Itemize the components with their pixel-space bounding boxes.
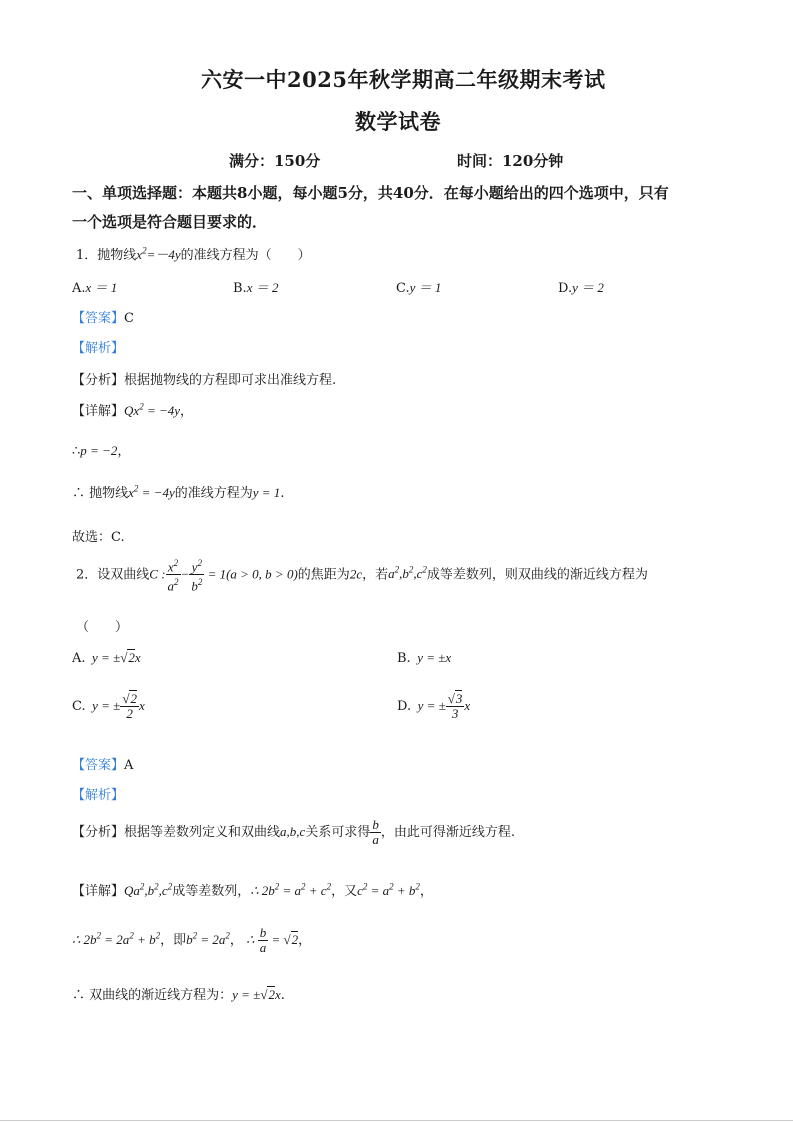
q2-detail-math3: $c^2 = a^2 + b^2$	[357, 881, 420, 898]
q2-detail2-mid: ，即	[160, 933, 187, 948]
q2-stem-pre: 2．设双曲线	[76, 567, 150, 583]
detail-tag: 【详解】	[72, 884, 125, 899]
q1-detail-math4: y = 1	[252, 485, 281, 500]
q1-option-a	[72, 277, 117, 296]
full-score: 满分：150分	[229, 152, 321, 170]
q2-option-d: D. y = ± $\frac{√3}{3}$ x	[397, 691, 471, 721]
q2-option-c: C. y = ± $\frac{√2}{2}$ x	[72, 691, 145, 721]
section-heading-line2: 一个选项是符合题目要求的．	[72, 213, 268, 231]
q1-option-d-label: D.	[558, 281, 573, 296]
q1-option-d	[558, 277, 604, 296]
q2-detail3-pre: ∴ 双曲线的渐近线方程为：	[72, 988, 233, 1003]
q2-fenxi-mid: 关系可求得	[305, 825, 371, 840]
q1-fenxi-text: 根据抛物线的方程即可求出准线方程.	[124, 373, 337, 388]
q1-option-d-math: y ＝ 2	[572, 280, 604, 295]
q2-fenxi-post: ，由此可得渐近线方程.	[380, 825, 515, 840]
page-bottom-border	[0, 1120, 793, 1121]
q2-detail1-mid: 成等差数列，	[172, 884, 251, 899]
q1-detail3-post: .	[280, 486, 285, 501]
q2-stem: 2．设双曲线C : $\frac{x^2}{a^2}$ − $\frac{y^2}{b^2}$ = 1(a > 0, b > 0)的焦距为2c，若$a^2,b^2,c^2$成等差数列，则双曲线的渐近线方程为	[76, 558, 648, 594]
q2-fenxi-pre: 根据等差数列定义和双曲线	[124, 825, 281, 840]
q1-option-a-label: A.	[72, 281, 86, 296]
q1-stem-post: 的准线方程为（ ）	[180, 248, 311, 263]
q2-answer	[72, 754, 133, 773]
q2-focal: 2c	[349, 566, 363, 582]
q2-analysis-tag: 【解析】	[72, 788, 125, 803]
q1-fenxi	[72, 369, 336, 388]
q2-detail-math2: ∴ $2b^2 = a^2 + c^2$	[250, 881, 332, 898]
fenxi-tag: 【分析】	[72, 825, 125, 840]
exam-subtitle: 数学试卷	[355, 109, 441, 134]
section-heading-line1: 一、单项选择题：本题共8小题，每小题5分，共40分．在每小题给出的四个选项中，只有	[72, 184, 669, 202]
detail-tag: 【详解】	[72, 404, 125, 419]
q2-frac-y: $\frac{y^2}{b^2}$	[191, 558, 203, 594]
q1-detail3-pre: ∴ 抛物线	[72, 486, 129, 501]
q1-detail1-post: ，	[180, 404, 194, 419]
q1-detail2-post: ，	[117, 444, 131, 459]
fenxi-tag: 【分析】	[72, 373, 125, 388]
q2-detail-math4: ∴ $2b^2 = 2a^2 + b^2$	[72, 930, 161, 947]
answer-tag: 【答案】	[72, 758, 125, 773]
q2-stem-mid2: ，若	[362, 567, 389, 583]
q2-detail-math1: $Qa^2,b^2,c^2$	[124, 881, 173, 898]
q2-fenxi	[72, 818, 515, 847]
q2-detail-math6: ∴	[242, 932, 258, 947]
q2-detail-math5: $b^2 = 2a^2$	[186, 930, 230, 947]
q1-detail3-mid: 的准线方程为	[174, 486, 253, 501]
q1-option-b	[233, 277, 278, 296]
q1-analysis-tag: 【解析】	[72, 341, 125, 356]
q2-detail1-mid2: ，又	[331, 884, 358, 899]
q2-stem-mid1: 的焦距为	[297, 567, 350, 583]
q2-detail2-mid2: ，	[229, 933, 243, 948]
q1-option-c-math: y ＝ 1	[409, 280, 442, 295]
therefore-symbol: ∴	[72, 444, 81, 459]
q1-detail-math3: $x^2 = -4y$	[128, 483, 175, 500]
q1-detail-math1: $Qx^2 = -4y$	[124, 401, 181, 418]
q2-detail-frac: $\frac{b}{a}$	[259, 925, 267, 955]
q2-frac-x: $\frac{x^2}{a^2}$	[167, 558, 179, 594]
q1-option-a-math: x ＝ 1	[85, 280, 118, 295]
q2-detail1-post: ，	[419, 884, 433, 899]
q2-option-b-math: y = ±x	[410, 650, 452, 665]
q2-hyperbola: C :	[149, 566, 166, 582]
q2-option-a	[72, 650, 141, 666]
q1-option-b-math: x ＝ 2	[246, 280, 279, 295]
q2-option-c-label: C.	[72, 699, 86, 714]
q2-detail-math7: y = ±√2x	[232, 987, 281, 1002]
q2-answer-value: A	[124, 758, 134, 773]
q2-option-d-math: y = ±	[411, 698, 446, 713]
exam-time: 时间：120分钟	[457, 152, 564, 170]
q1-detail-line3	[72, 482, 284, 501]
q2-option-b	[397, 650, 451, 666]
q1-option-b-label: B.	[233, 281, 247, 296]
q1-stem	[76, 244, 311, 263]
q2-seq: $a^2,b^2,c^2$	[388, 565, 427, 582]
q1-detail-math2: p = −2	[80, 443, 118, 458]
q1-detail-line2	[72, 440, 130, 459]
q1-option-c-label: C.	[396, 281, 410, 296]
q2-fenxi-frac: $\frac{b}{a}$	[372, 817, 379, 847]
q2-option-a-label: A.	[72, 651, 86, 666]
q2-detail3-post: .	[280, 988, 285, 1003]
q2-stem-post: 成等差数列，则双曲线的渐近线方程为	[426, 567, 648, 583]
q1-choose: 故选：C.	[72, 530, 125, 545]
q1-answer-value: C	[124, 311, 134, 326]
q2-option-c-frac: $\frac{√2}{2}$	[122, 691, 137, 721]
q1-option-c	[396, 277, 441, 296]
q2-option-b-label: B.	[397, 651, 411, 666]
q2-detail-line2: ∴ $2b^2 = 2a^2 + b^2$，即$b^2 = 2a^2$， ∴ $\frac{b}{a}$ = √2，	[72, 925, 312, 955]
q1-stem-pre: 1．抛物线	[76, 248, 137, 263]
q2-detail2-post: ，	[298, 933, 312, 948]
q2-option-d-label: D.	[397, 699, 412, 714]
q1-answer	[72, 307, 134, 326]
answer-tag: 【答案】	[72, 311, 125, 326]
q2-detail-line3	[72, 984, 285, 1003]
q2-paren: （ ）	[76, 620, 129, 635]
q2-option-a-math: y = ±√2x	[85, 650, 141, 665]
q2-detail-line1	[72, 880, 433, 899]
q2-option-d-frac: $\frac{√3}{3}$	[447, 691, 463, 721]
q1-detail-line1	[72, 400, 193, 419]
q2-option-c-math: y = ±	[85, 698, 121, 713]
q1-equation: $x^2=-4y$	[136, 245, 181, 262]
q2-fenxi-abc: a,b,c	[280, 824, 306, 839]
exam-title: 六安一中2025年秋学期高二年级期末考试	[201, 67, 606, 92]
